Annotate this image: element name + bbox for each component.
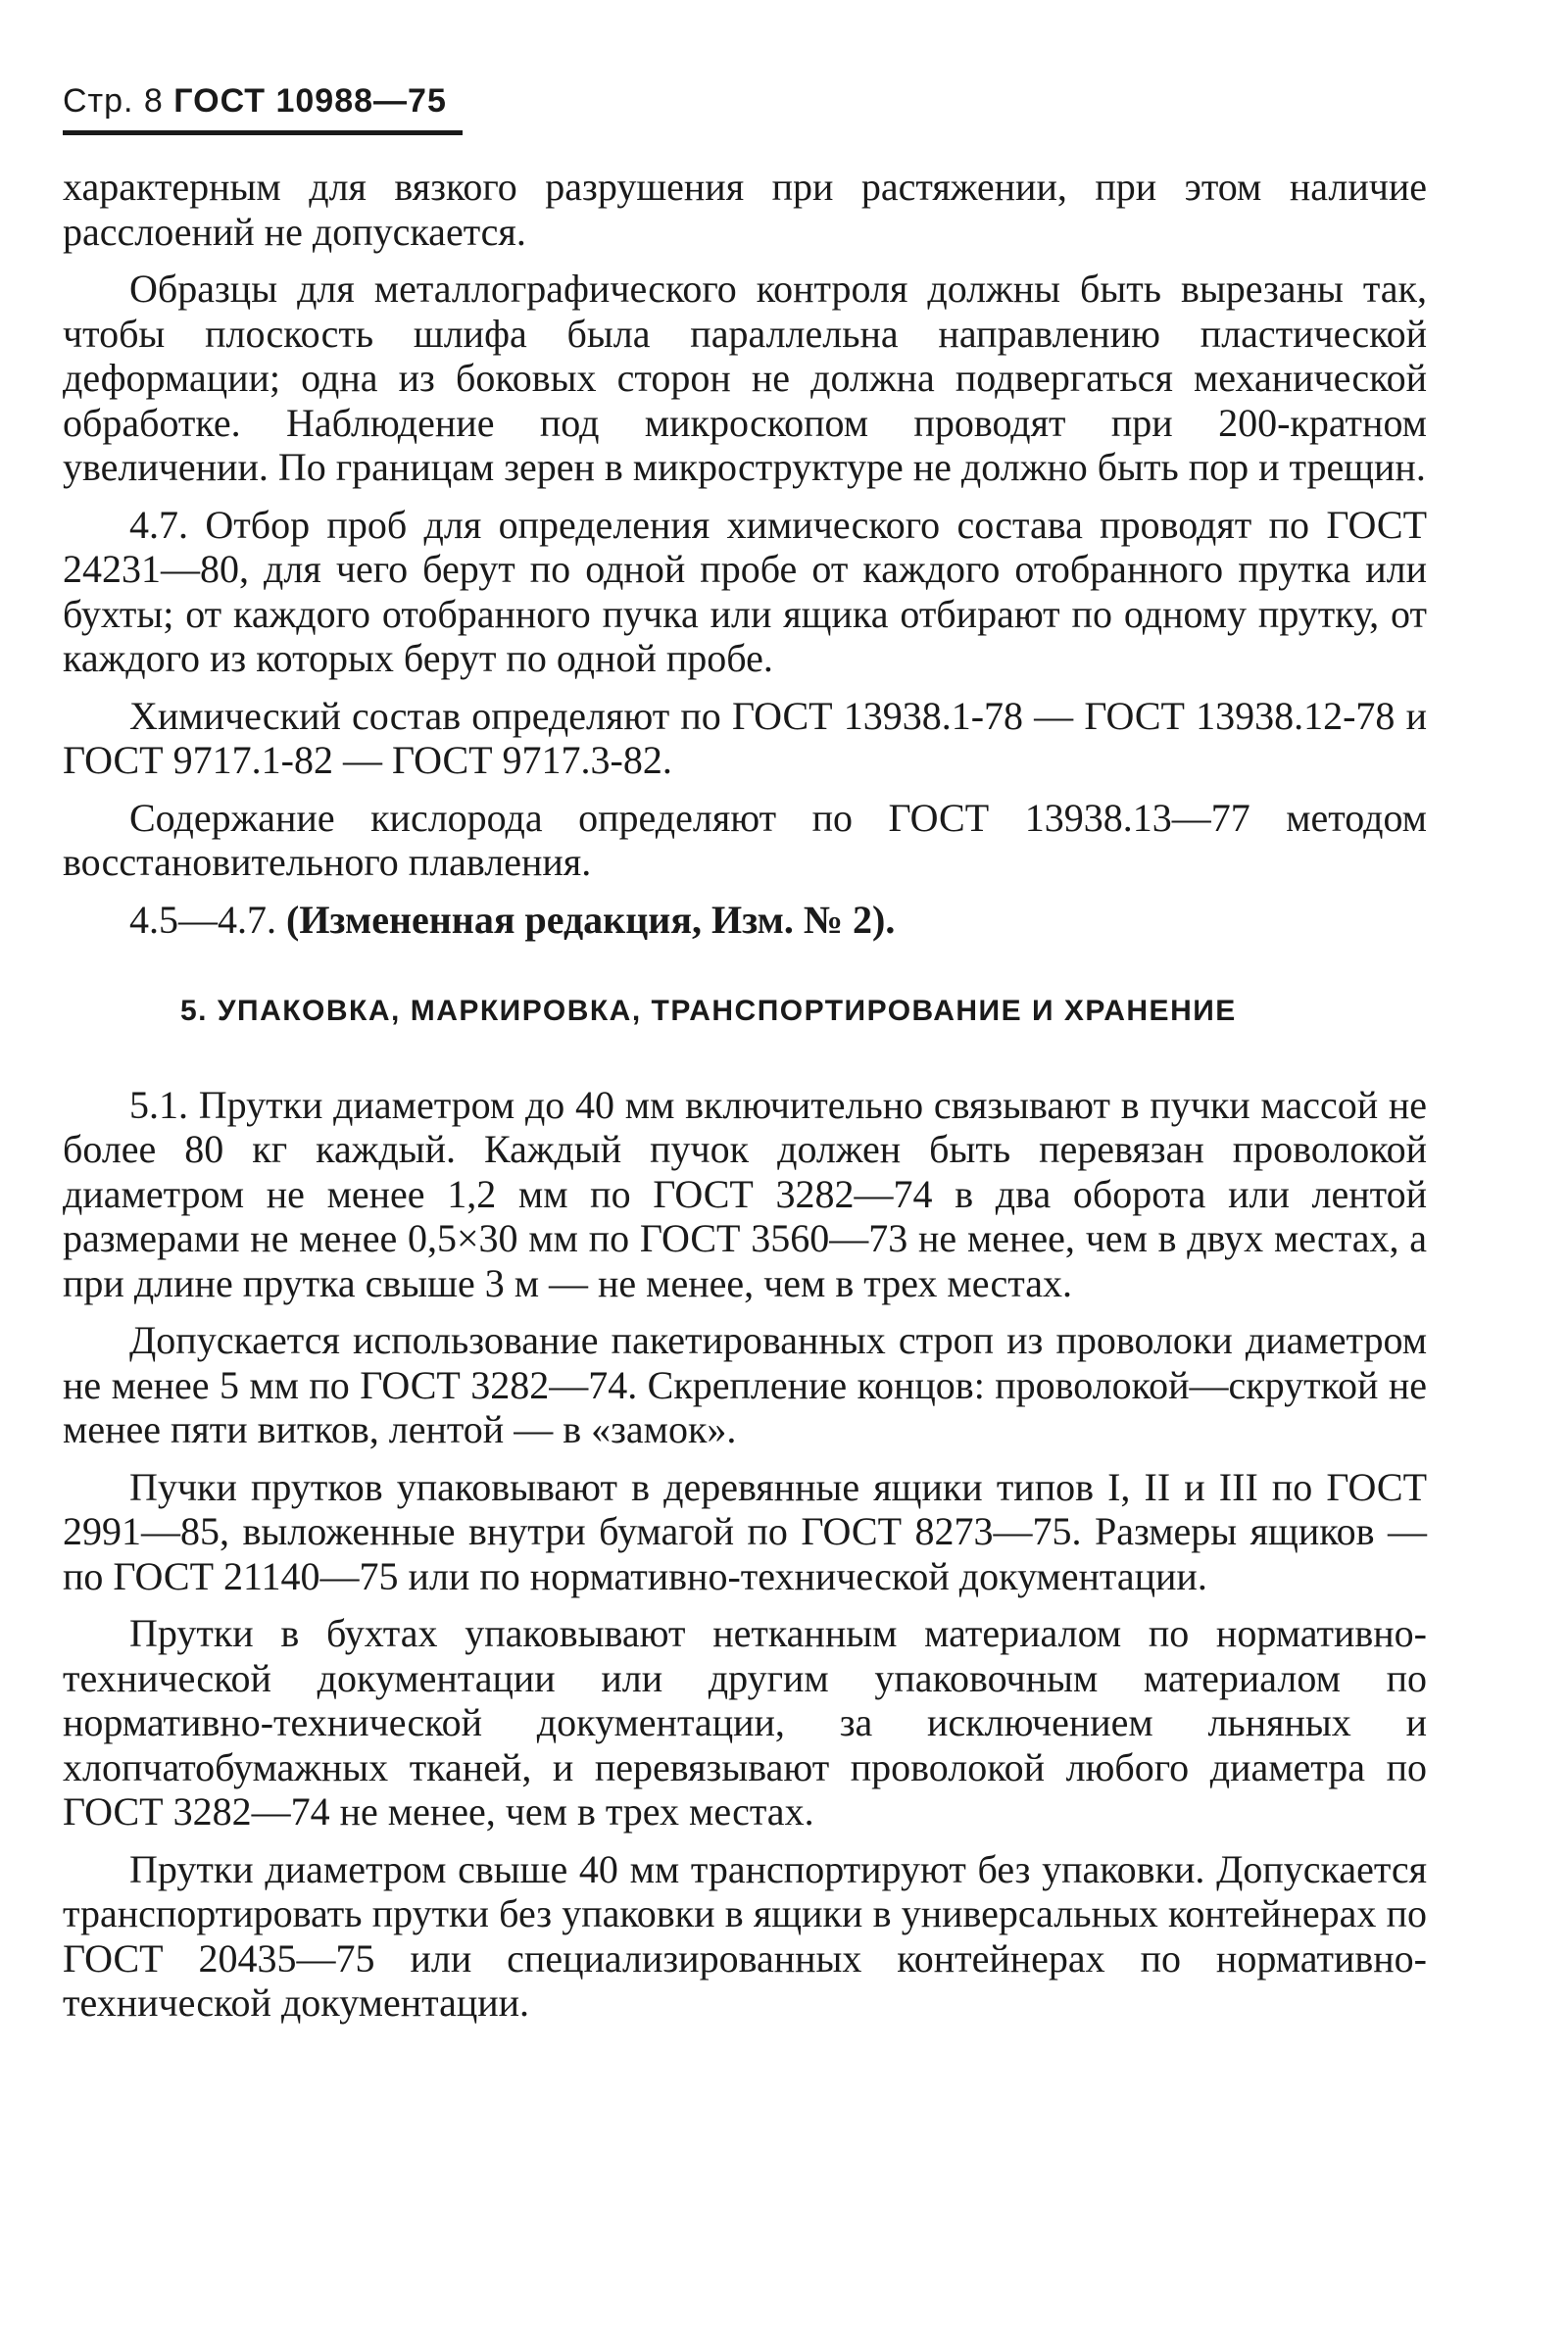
paragraph-straps: Допускается использование пакетированных строп из проволоки диаметром не менее 5 мм по ГОСТ 3282—74. Скрепление концов: проволокой—скруткой не менее пяти витков, лентой — в «замок». — [63, 1318, 1427, 1451]
paragraph-coils: Прутки в бухтах упаковывают нетканным материалом по нормативно-технической документации или другим упаковочным материалом по нормативно-технической документации, за исключением льняных и хлопчатобумажных тканей, и перевязывают проволокой любого диаметра по ГОСТ 3282—74 не менее, чем в трех местах. — [63, 1611, 1427, 1834]
paragraph-continuation: характерным для вязкого разрушения при растяжении, при этом наличие расслоений не допускается. — [63, 165, 1427, 254]
document-page — [63, 82, 1427, 2038]
paragraph-chemical-composition: Химический состав определяют по ГОСТ 13938.1-78 — ГОСТ 13938.12-78 и ГОСТ 9717.1-82 — ГОСТ 9717.3-82. — [63, 693, 1427, 782]
paragraph-boxes: Пучки прутков упаковывают в деревянные ящики типов I, II и III по ГОСТ 2991—85, выложенные внутри бумагой по ГОСТ 8273—75. Размеры ящиков — по ГОСТ 21140—75 или по нормативно-технической документации. — [63, 1464, 1427, 1598]
paragraph-transport: Прутки диаметром свыше 40 мм транспортируют без упаковки. Допускается транспортировать прутки без упаковки в ящики в универсальных контейнерах по ГОСТ 20435—75 или специализированных контейнерах по нормативно-технической документации. — [63, 1846, 1427, 2025]
paragraph-5-1: 5.1. Прутки диаметром до 40 мм включительно связывают в пучки массой не более 80 кг каждый. Каждый пучок должен быть перевязан проволокой диаметром не менее 1,2 мм по ГОСТ 3282—74 в два оборота или лентой размерами не менее 0,5×30 мм по ГОСТ 3560—73 не менее, чем в двух местах, а при длине прутка свыше 3 м — не менее, чем в трех местах. — [63, 1082, 1427, 1305]
paragraph-4-7: 4.7. Отбор проб для определения химического состава проводят по ГОСТ 24231—80, для чего берут по одной пробе от каждого отобранного прутка или бухты; от каждого отобранного пучка или ящика отбирают по одному прутку, от каждого из которых берут по одной пробе. — [63, 502, 1427, 680]
document-body — [63, 165, 1427, 2026]
amendment-range: 4.5—4.7. — [129, 897, 276, 942]
standard-id: ГОСТ 10988—75 — [173, 82, 447, 120]
page-number: Стр. 8 — [63, 82, 164, 120]
paragraph-metallography: Образцы для металлографического контроля должны быть вырезаны так, чтобы плоскость шлифа была параллельна направлению пластической деформации; одна из боковых сторон не должна подвергаться механической обработке. Наблюдение под микроскопом проводят при 200-кратном увеличении. По границам зерен в микроструктуре не должно быть пор и трещин. — [63, 267, 1427, 489]
paragraph-oxygen-content: Содержание кислорода определяют по ГОСТ 13938.13—77 методом восстановительного плавления. — [63, 795, 1427, 884]
amendment-note — [63, 898, 1427, 943]
page-header — [63, 82, 463, 135]
amendment-text: (Измененная редакция, Изм. № 2). — [286, 897, 896, 942]
section-heading: 5. УПАКОВКА, МАРКИРОВКА, ТРАНСПОРТИРОВАНИЕ И ХРАНЕНИЕ — [180, 995, 1237, 1027]
